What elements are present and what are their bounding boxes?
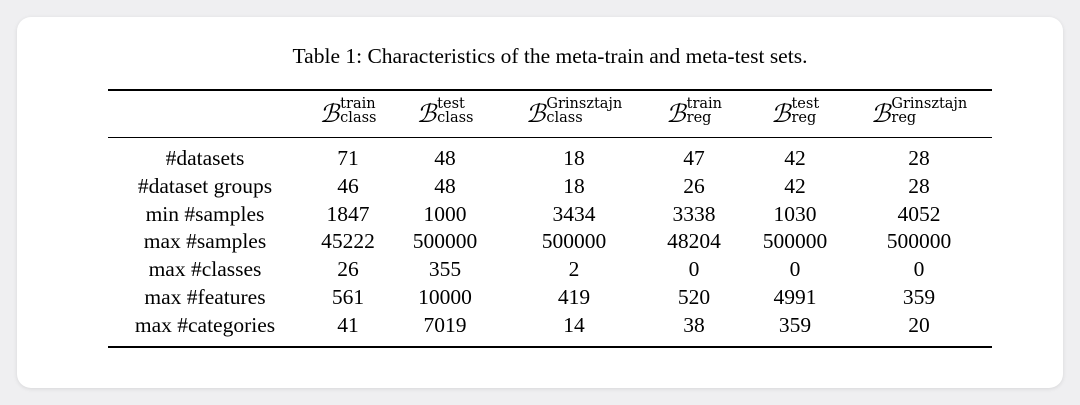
table-cell: 42 [784,146,806,170]
table-row [0,227,1080,255]
table-row [0,200,1080,228]
table-cell: 26 [337,257,359,282]
table-row [0,255,1080,283]
row-label: max #categories [134,312,276,337]
column-header-subscript: reg [891,110,917,126]
column-header [417,97,474,126]
table-cell: 26 [683,173,705,198]
table-cell: 500000 [541,229,607,254]
table-cell: 42 [784,173,806,198]
column-header [666,97,722,126]
table-cell: 28 [908,146,930,170]
column-header [320,97,377,126]
table-cell: 20 [908,312,930,337]
row-label: max #classes [148,257,262,282]
table-cell: 0 [913,257,925,282]
table-cell: 0 [789,257,801,282]
table-cell: 1847 [326,201,370,226]
table-cell: 500000 [412,229,478,254]
table-cell: 10000 [418,285,472,309]
column-header-superscript: test [437,96,465,112]
table-cell: 3434 [552,201,596,226]
table-cell: 71 [337,146,359,170]
row-label: #datasets [165,146,245,170]
column-header-symbol: ℬ [525,99,546,128]
row-label: #dataset groups [137,173,273,198]
table-cell: 48 [434,173,456,198]
table-cell: 0 [688,257,700,282]
column-header-symbol: ℬ [870,99,891,128]
table-cell: 7019 [423,312,467,337]
table-cell: 47 [683,146,705,170]
table-cell: 4991 [773,285,817,309]
column-header-superscript: train [340,96,376,112]
table-cell: 18 [563,146,585,170]
table-cell: 1030 [773,201,817,226]
table-caption: Table 1: Characteristics of the meta-train and meta-test sets. [292,44,808,68]
table-cell: 45222 [321,229,375,254]
table-cell: 500000 [762,229,828,254]
column-header-symbol: ℬ [319,99,340,128]
table-cell: 1000 [423,201,467,226]
table-cell: 48204 [667,229,721,254]
column-header-subscript: class [340,110,377,126]
table-cell: 359 [778,312,812,337]
column-header [871,97,968,126]
column-header-subscript: class [437,110,474,126]
column-header-subscript: reg [686,110,712,126]
column-header-superscript: Grinsztajn [546,96,623,112]
column-header-superscript: train [686,96,723,112]
column-header-symbol: ℬ [770,99,791,128]
column-header-superscript: Grinsztajn [891,96,968,112]
column-header-symbol: ℬ [416,99,437,128]
table-cell: 3338 [672,201,716,226]
table-cell: 419 [557,285,591,309]
table-cell: 500000 [886,229,952,254]
column-header [771,97,819,126]
table-cell: 355 [428,257,462,282]
top-rule [108,89,992,91]
table-cell: 48 [434,146,456,170]
table-row [0,311,1080,339]
table-row [0,283,1080,311]
row-label: min #samples [145,201,265,226]
table-cell: 28 [908,173,930,198]
table-cell: 561 [331,285,365,309]
bottom-rule [108,346,992,348]
column-header-symbol: ℬ [665,99,686,128]
table-cell: 14 [563,312,585,337]
row-label: max #features [144,285,266,309]
column-header-subscript: reg [791,110,817,126]
table-row [0,144,1080,172]
table-cell: 41 [337,312,359,337]
table-cell: 46 [337,173,359,198]
column-header [526,97,623,126]
row-label: max #samples [143,229,267,254]
table-cell: 520 [677,285,711,309]
table-cell: 18 [563,173,585,198]
column-header-superscript: test [791,96,820,112]
table-cell: 4052 [897,201,941,226]
table-cell: 38 [683,312,705,337]
column-header-subscript: class [546,110,583,126]
table-row [0,172,1080,200]
table-cell: 359 [902,285,936,309]
table-cell: 2 [568,257,580,282]
header-rule [108,137,992,138]
